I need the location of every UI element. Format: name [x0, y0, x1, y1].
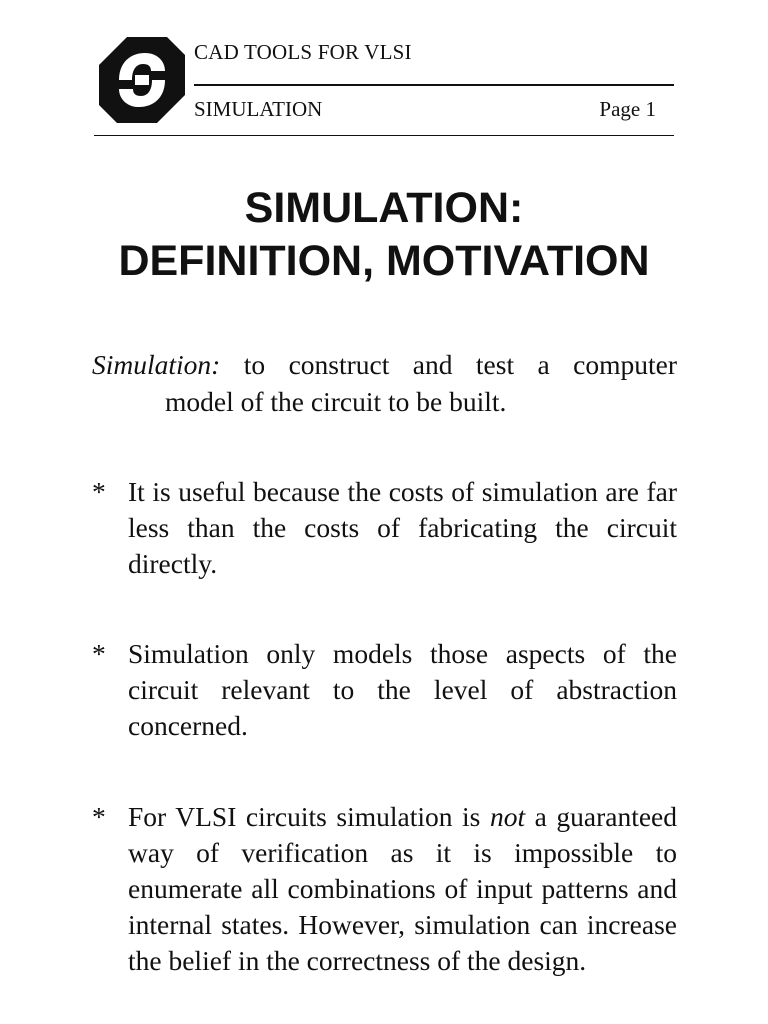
- page-title-line-1: SIMULATION:: [244, 184, 524, 232]
- header-section-title: SIMULATION: [194, 97, 323, 121]
- bullet-text-after: a guaranteed way of verification as it is impossible to enumerate all combinations of input patterns and internal states. However, simulation can increase the belief in the correctness of the design.: [128, 801, 677, 976]
- list-item: [92, 474, 677, 582]
- header-divider: [194, 84, 674, 86]
- list-item: [92, 636, 677, 744]
- bullet-marker: *: [92, 801, 106, 832]
- list-item: [92, 799, 677, 979]
- bullet-marker: *: [92, 638, 106, 669]
- definition-term: Simulation:: [92, 349, 221, 380]
- bullet-text: [128, 799, 677, 979]
- definition-line-2: model of the circuit to be built.: [165, 386, 507, 417]
- university-logo-icon: [99, 37, 185, 123]
- bullet-text: It is useful because the costs of simulation are far less than the costs of fabricating the circuit directly.: [128, 476, 677, 579]
- page-number: Page 1: [599, 97, 656, 121]
- bullet-emphasis: not: [489, 801, 526, 832]
- bullet-marker: *: [92, 476, 106, 507]
- bullet-text: Simulation only models those aspects of the circuit relevant to the level of abstraction concerned.: [128, 638, 677, 741]
- definition-text-1: to construct and test a computer: [243, 349, 677, 380]
- definition-line-1: [92, 346, 677, 383]
- bullet-text-before: For VLSI circuits simulation is: [128, 801, 481, 832]
- page-title: [0, 182, 768, 288]
- page-title-line-2: DEFINITION, MOTIVATION: [118, 237, 650, 285]
- header-bottom-divider: [94, 135, 674, 136]
- header-course-title: CAD TOOLS FOR VLSI: [194, 40, 412, 64]
- definition-paragraph: [92, 346, 677, 420]
